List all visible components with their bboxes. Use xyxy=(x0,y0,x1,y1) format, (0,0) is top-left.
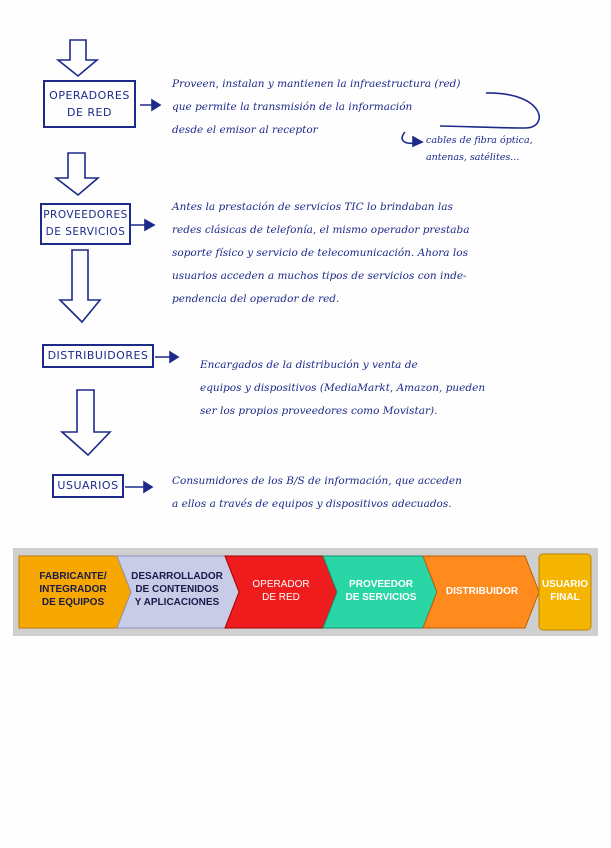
note-line: cables de fibra óptica, xyxy=(426,135,533,146)
box-line: DISTRIBUIDORES xyxy=(47,349,149,362)
note-line: Encargados de la distribución y venta de xyxy=(200,359,418,371)
down-arrow-icon xyxy=(58,40,97,76)
down-arrow-icon xyxy=(62,390,110,455)
box-line: USUARIOS xyxy=(57,479,119,492)
box-usuarios xyxy=(52,474,124,498)
box-line: PROVEEDORES xyxy=(43,209,128,221)
chain-label-proveedor: PROVEEDOR DE SERVICIOS xyxy=(345,579,417,603)
note-line: equipos y dispositivos (MediaMarkt, Amazon, pueden xyxy=(200,382,486,394)
chain-label-distribuidor: DISTRIBUIDOR xyxy=(445,586,519,597)
box-line: DE SERVICIOS xyxy=(45,226,126,238)
note-line: pendencia del operador de red. xyxy=(172,293,340,305)
note-line: Consumidores de los B/S de información, que acceden xyxy=(172,475,462,487)
chain-label-fabricante: FABRICANTE/ INTEGRADOR DE EQUIPOS xyxy=(39,571,107,608)
box-proveedores-de-servicios xyxy=(40,203,131,245)
note-cables xyxy=(426,132,533,166)
down-arrow-icon xyxy=(56,153,98,195)
note-line: Antes la prestación de servicios TIC lo brindaban las xyxy=(172,201,453,213)
chain-label-usuario-final: USUARIO FINAL xyxy=(541,579,589,603)
chain-label-operador: OPERADOR DE RED xyxy=(252,579,310,603)
note-line: ser los propios proveedores como Movistar). xyxy=(200,405,438,417)
box-line: DE RED xyxy=(67,106,112,119)
chain-label-desarrollador: DESARROLLADOR DE CONTENIDOS Y APLICACIONES xyxy=(131,571,223,608)
note-line: a ellos a través de equipos y dispositivos adecuados. xyxy=(172,498,452,510)
note-line: desde el emisor al receptor xyxy=(172,124,318,136)
note-usuarios xyxy=(172,470,462,516)
box-line: OPERADORES xyxy=(49,89,130,102)
note-line: usuarios acceden a muchos tipos de servicios con inde- xyxy=(172,270,467,282)
down-arrow-icon xyxy=(60,250,100,322)
note-proveedores xyxy=(172,196,470,311)
box-operadores-de-red xyxy=(43,80,136,128)
note-line: redes clásicas de telefonía, el mismo operador prestaba xyxy=(172,224,470,236)
box-distribuidores xyxy=(42,344,154,368)
note-distribuidores xyxy=(200,354,485,423)
note-operadores xyxy=(172,73,461,142)
value-chain-banner xyxy=(13,548,598,636)
note-line: que permite la transmisión de la información xyxy=(172,101,413,113)
note-line: antenas, satélites... xyxy=(426,152,520,163)
note-line: Proveen, instalan y mantienen la infraestructura (red) xyxy=(172,78,461,90)
note-line: soporte físico y servicio de telecomunicación. Ahora los xyxy=(172,247,468,259)
